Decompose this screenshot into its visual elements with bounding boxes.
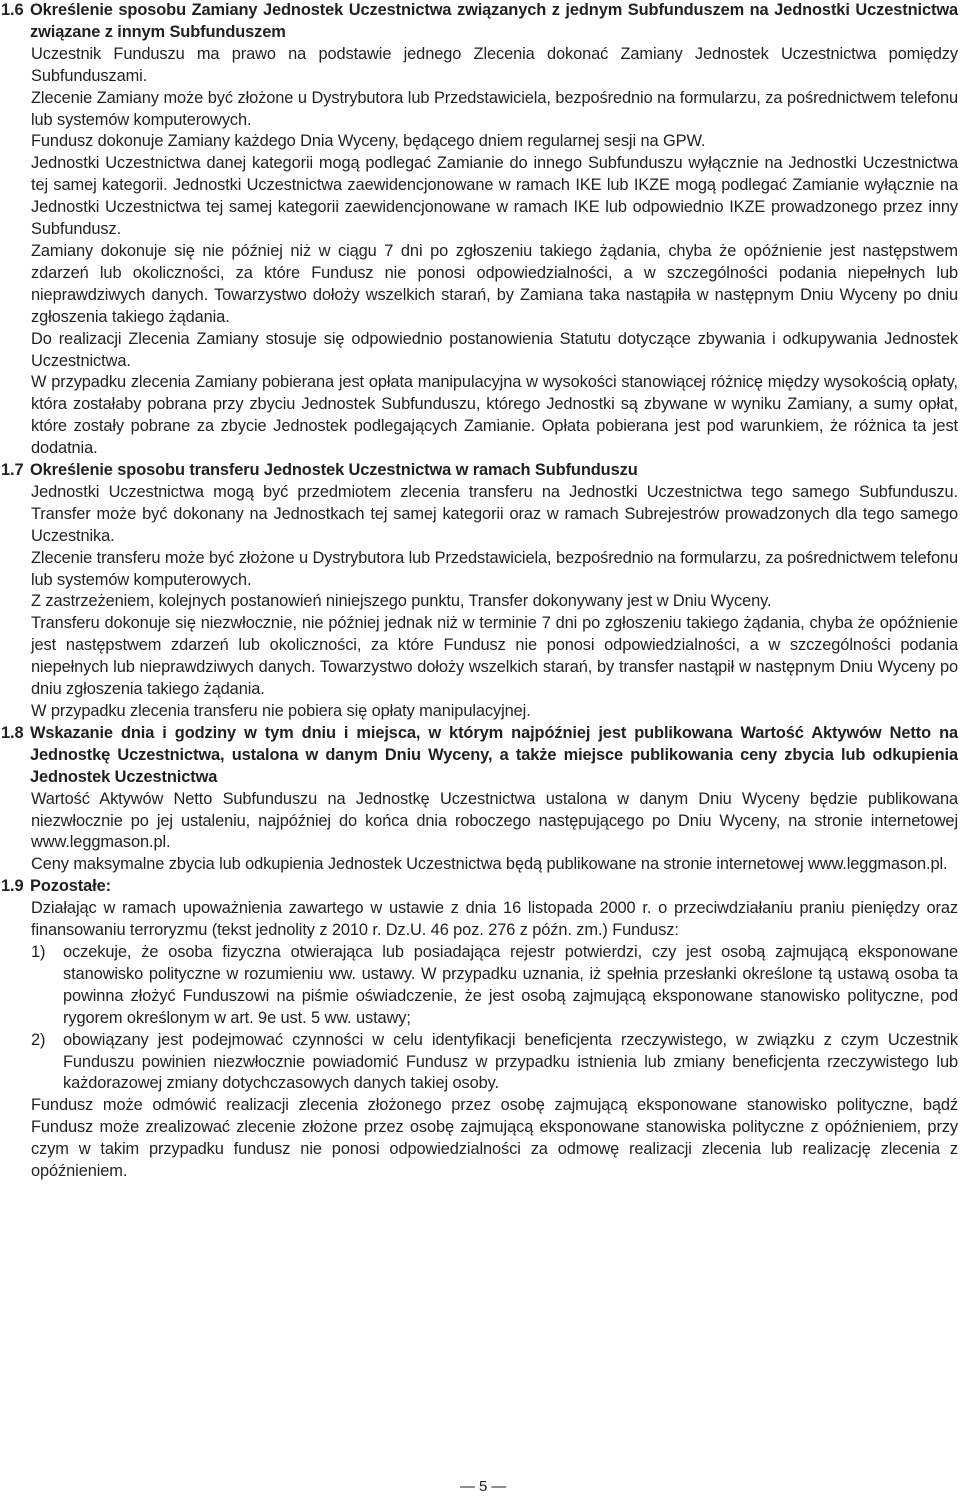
section-heading (0, 723, 960, 789)
paragraph: Zamiany dokonuje się nie później niż w ciągu 7 dni po zgłoszeniu takiego żądania, chyba że opóźnienie jest następstwem zdarzeń lub okoliczności, za które Fundusz nie ponosi odpowiedzialności, a w szczególności podania niepełnych lub nieprawdziwych danych. Towarzystwo dołoży wszelkich starań, by Zamiana taka nastąpiła w następnym Dniu Wyceny po dniu zgłoszenia takiego żądania. (31, 241, 958, 326)
paragraph: Zlecenie transferu może być złożone u Dystrybutora lub Przedstawiciela, bezpośrednio na formularzu, za pośrednictwem telefonu lub systemów komputerowych. (31, 548, 958, 589)
list-item-text: oczekuje, że osoba fizyczna otwierająca lub posiadająca rejestr potwierdzi, czy jest osobą zajmującą eksponowane stanowisko polityczne w rozumieniu ww. ustawy. W przypadku uznania, iż spełnia przesłanki określone tą ustawą osoba ta powinna złożyć Funduszowi na piśmie oświadczenie, że jest osobą zajmującą eksponowane stanowisko polityczne, pod rygorem określonym w art. 9e ust. 5 ww. ustawy; (63, 942, 958, 1027)
section-title: Pozostałe: (30, 877, 111, 896)
section-1-6 (0, 0, 960, 460)
paragraph: Jednostki Uczestnictwa danej kategorii mogą podlegać Zamianie do innego Subfunduszu wyłącznie na Jednostki Uczestnictwa tej samej kategorii. Jednostki Uczestnictwa zaewidencjonowane w ramach IKE lub IKZE mogą podlegać Zamianie wyłącznie na Jednostki Uczestnictwa tej samej kategorii zaewidencjonowane w ramach IKE lub odpowiednio IKZE prowadzonego przez inny Subfundusz. (31, 154, 958, 239)
section-heading (0, 876, 960, 898)
list-item-text: obowiązany jest podejmować czynności w celu identyfikacji beneficjenta rzeczywistego, w związku z czym Uczestnik Funduszu powinien niezwłocznie powiadomić Fundusz w przypadku istnienia lub zmiany beneficjenta rzeczywistego lub każdorazowej zmiany dotychczasowych danych takiej osoby. (63, 1030, 958, 1093)
section-number: 1.6 (1, 1, 24, 19)
paragraph: Zlecenie Zamiany może być złożone u Dystrybutora lub Przedstawiciela, bezpośrednio na formularzu, za pośrednictwem telefonu lub systemów komputerowych. (31, 88, 958, 129)
section-number: 1.7 (1, 461, 24, 480)
paragraph: Ceny maksymalne zbycia lub odkupienia Jednostek Uczestnictwa będą publikowane na stronie internetowej www.leggmason.pl. (31, 855, 948, 874)
paragraph: W przypadku zlecenia transferu nie pobiera się opłaty manipulacyjnej. (31, 702, 531, 720)
section-1-7 (0, 460, 960, 723)
paragraph: Wartość Aktywów Netto Subfunduszu na Jednostkę Uczestnictwa ustalona w danym Dniu Wyceny będzie publikowana niezwłocznie po jej ustaleniu, najpóźniej do końca dnia roboczego następującego po Dniu Wyceny, na stronie internetowej www.leggmason.pl. (31, 789, 958, 852)
section-1-9 (0, 876, 960, 1183)
paragraph: Uczestnik Funduszu ma prawo na podstawie jednego Zlecenia dokonać Zamiany Jednostek Uczestnictwa pomiędzy Subfunduszami. (31, 44, 958, 85)
paragraph: W przypadku zlecenia Zamiany pobierana jest opłata manipulacyjna w wysokości stanowiącej różnicę między wysokością opłaty, która zostałaby pobrana przy zbyciu Jednostek Subfunduszu, którego Jednostki są zbywane w wyniku Zamiany, a sumy opłat, które zostały pobrane za zbycie Jednostek podlegających Zamianie. Opłata pobierana jest pod warunkiem, że różnica ta jest dodatnia. (31, 373, 958, 458)
list-item (31, 1030, 958, 1096)
paragraph: Działając w ramach upoważnienia zawartego w ustawie z dnia 16 listopada 2000 r. o przeciwdziałaniu praniu pieniędzy oraz finansowaniu terroryzmu (tekst jednolity z 2010 r. Dz.U. 46 poz. 276 z późn. zm.) Fundusz: (31, 899, 958, 940)
section-number: 1.8 (1, 723, 24, 742)
paragraph: Transferu dokonuje się niezwłocznie, nie później jednak niż w terminie 7 dni po zgłoszeniu takiego żądania, chyba że opóźnienie jest następstwem zdarzeń lub okoliczności, za które Fundusz nie ponosi odpowiedzialności, a w szczególności podania niepełnych lub nieprawdziwych danych. Towarzystwo dołoży wszelkich starań, by transfer nastąpił w następnym Dniu Wyceny po dniu zgłoszenia takiego żądania. (31, 614, 958, 699)
paragraph: Fundusz dokonuje Zamiany każdego Dnia Wyceny, będącego dniem regularnej sesji na GPW. (31, 132, 706, 151)
section-1-8 (0, 723, 960, 876)
section-title: Określenie sposobu transferu Jednostek Uczestnictwa w ramach Subfunduszu (30, 461, 638, 480)
page-number: — 5 — (460, 1478, 507, 1495)
paragraph: Do realizacji Zlecenia Zamiany stosuje się odpowiednio postanowienia Statutu dotyczące zbywania i odkupywania Jednostek Uczestnictwa. (31, 329, 958, 370)
section-title: Wskazanie dnia i godziny w tym dniu i miejsca, w którym najpóźniej jest publikowana Wartość Aktywów Netto na Jednostkę Uczestnictwa, ustalona w danym Dniu Wyceny, a także miejsce publikowania ceny zbycia lub odkupienia Jednostek Uczestnictwa (30, 723, 958, 786)
section-heading (0, 460, 960, 482)
paragraph: Jednostki Uczestnictwa mogą być przedmiotem zlecenia transferu na Jednostki Uczestnictwa tego samego Subfunduszu. Transfer może być dokonany na Jednostkach tej samej kategorii oraz w ramach Subrejestrów prowadzonych dla tego samego Uczestnika. (31, 482, 958, 545)
paragraph: Fundusz może odmówić realizacji zlecenia złożonego przez osobę zajmującą eksponowane stanowisko polityczne, bądź Fundusz może zrealizować zlecenie złożone przez osobę zajmującą eksponowane stanowiska polityczne z opóźnieniem, przy czym w takim przypadku fundusz nie ponosi odpowiedzialności za odmowę realizacji zlecenia lub realizację zlecenia z opóźnieniem. (31, 1096, 958, 1181)
list-item-number: 1) (31, 942, 46, 961)
section-heading (0, 0, 960, 44)
list-item-number: 2) (31, 1030, 46, 1049)
list-item (31, 942, 958, 1030)
section-title: Określenie sposobu Zamiany Jednostek Uczestnictwa związanych z jednym Subfunduszem na Jednostki Uczestnictwa związane z innym Subfunduszem (30, 1, 958, 41)
section-number: 1.9 (1, 877, 24, 896)
paragraph: Z zastrzeżeniem, kolejnych postanowień niniejszego punktu, Transfer dokonywany jest w Dniu Wyceny. (31, 592, 772, 611)
